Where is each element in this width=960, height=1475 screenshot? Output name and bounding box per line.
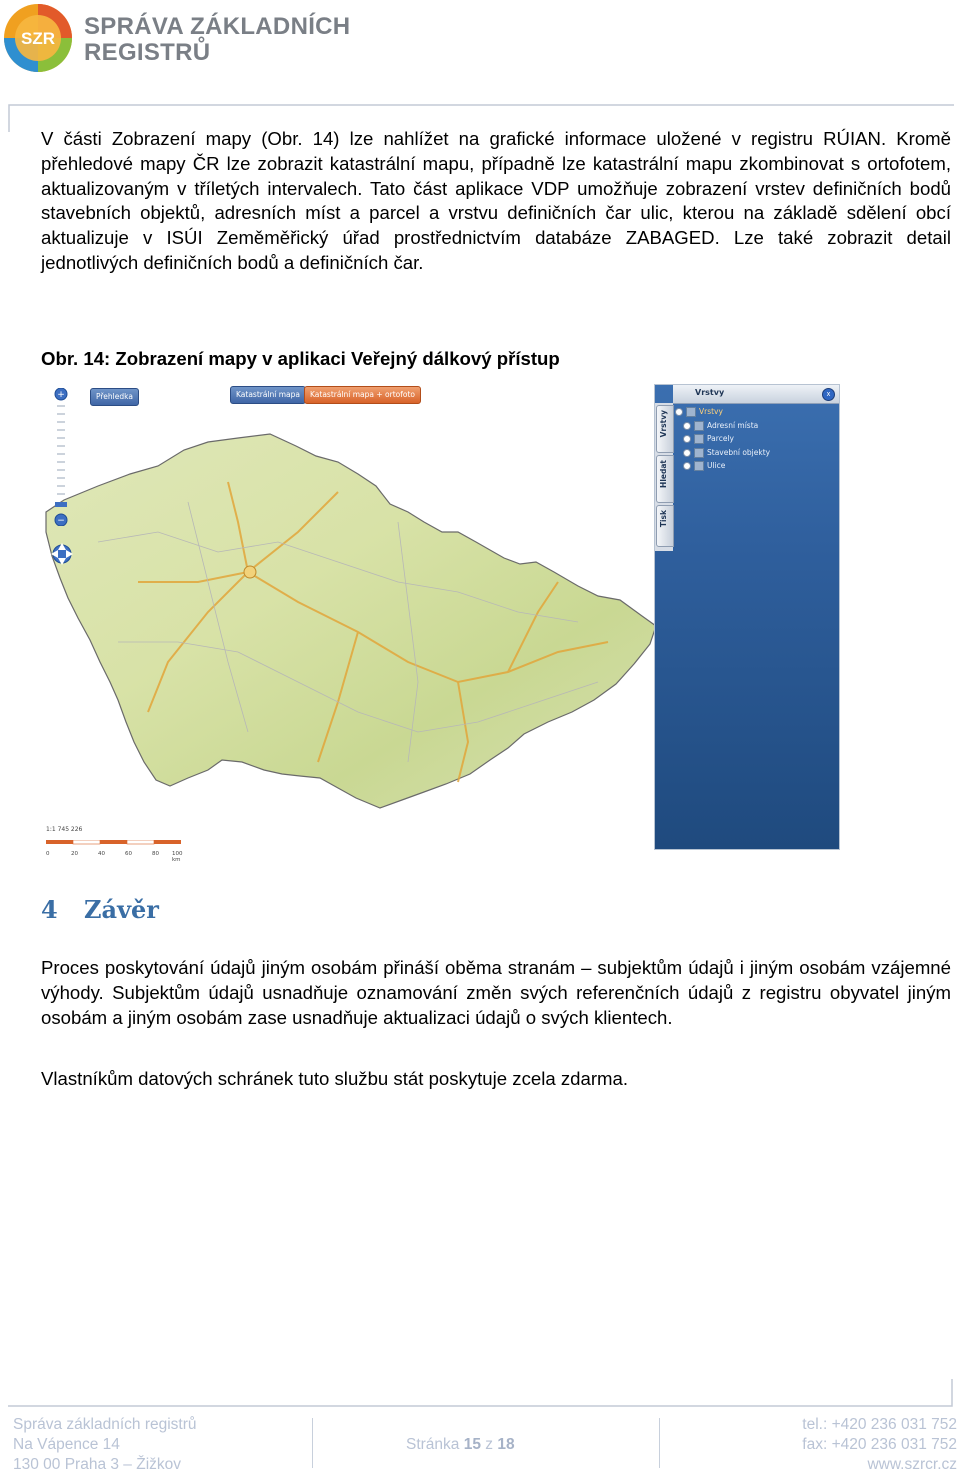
svg-text:+: +	[57, 390, 65, 400]
tab-vrstvy-label: Vrstvy	[659, 410, 668, 438]
layer-item[interactable]	[675, 459, 835, 473]
scale-bar-graphic	[46, 840, 186, 846]
logo-mark-text: SZR	[21, 29, 55, 48]
org-name	[84, 14, 350, 66]
footer-address	[13, 1415, 197, 1475]
tab-tisk-label: Tisk	[659, 510, 668, 528]
scale-tick: 80	[152, 851, 159, 857]
checkbox-icon[interactable]	[683, 435, 691, 443]
layer-item[interactable]	[675, 419, 835, 433]
footer-contact	[802, 1415, 957, 1475]
page-total: 18	[497, 1436, 515, 1453]
intro-paragraph: V části Zobrazení mapy (Obr. 14) lze nahlížet na grafické informace uložené v registru RÚIAN. Kromě přehledové mapy ČR lze zobrazit katastrální mapu, případně lze katastrální mapu zkombinovat s ortofotem, aktualizovaným v tříletých intervalech. Tato část aplikace VDP umožňuje zobrazení vrstev definičních bodů stavebních objektů, adresních míst a parcel a vrstvu definičních čar ulic, kterou na základě sdělení obcí aktualizuje v ISÚI Zeměměřický úřad prostřednictvím databáze ZABAGED. Lze také zobrazit detail jednotlivých definičních bodů a definičních čar.	[41, 128, 951, 273]
panel-title: Vrstvy	[695, 388, 725, 397]
overview-button[interactable]: Přehledka	[90, 388, 139, 406]
checkbox-icon[interactable]	[675, 408, 683, 416]
page-current: 15	[463, 1436, 481, 1453]
org-name-line2: REGISTRŮ	[84, 39, 211, 66]
footer-city: 130 00 Praha 3 – Žižkov	[13, 1456, 182, 1473]
conclusion-paragraph-1: Proces poskytování údajů jiným osobám přináší oběma stranám – subjektům údajů i jiným osobám vzájemné výhody. Subjektům údajů usnadňuje oznamování změn svých referenčních údajů z registru obyvatel jiným osobám a jiným osobám zase usnadňuje aktualizaci údajů o svých klientech.	[41, 957, 951, 1028]
page-number	[406, 1435, 515, 1455]
footer-fax: fax: +420 236 031 752	[802, 1436, 957, 1453]
layer-label: Parcely	[707, 434, 734, 443]
map-figure	[38, 382, 838, 863]
footer-divider	[659, 1418, 660, 1468]
praha-marker	[244, 566, 256, 578]
layer-label: Adresní místa	[707, 420, 759, 430]
tab-hledat[interactable]	[656, 455, 674, 503]
layers-panel	[654, 384, 840, 850]
panel-side-tabs	[655, 403, 673, 551]
tab-vrstvy[interactable]	[656, 405, 674, 453]
page-prefix: Stránka	[406, 1436, 460, 1453]
scale-ratio: 1:1 745 226	[46, 826, 83, 833]
section-title: Závěr	[84, 895, 159, 924]
czech-republic-shape	[46, 434, 656, 808]
scale-bar	[46, 826, 186, 863]
tab-hledat-label: Hledat	[659, 460, 668, 488]
svg-text:−: −	[57, 516, 65, 526]
panel-header	[673, 385, 839, 404]
scale-tick: 40	[98, 851, 105, 857]
section-number: 4	[41, 895, 58, 924]
layer-icon	[694, 448, 704, 458]
cadastral-map-button[interactable]: Katastrální mapa	[230, 386, 306, 404]
tab-tisk[interactable]	[656, 505, 674, 547]
layer-icon	[694, 461, 704, 471]
checkbox-icon[interactable]	[683, 449, 691, 457]
layer-item[interactable]	[675, 446, 835, 460]
scale-ticks	[46, 851, 186, 863]
layer-icon	[686, 407, 696, 417]
layer-label: Stavební objekty	[707, 447, 771, 457]
layer-list	[675, 405, 835, 473]
org-name-line1: SPRÁVA ZÁKLADNÍCH	[84, 13, 351, 40]
cadastral-ortho-button[interactable]: Katastrální mapa + ortofoto	[304, 386, 421, 404]
layer-item[interactable]	[675, 405, 835, 419]
zoom-slider[interactable]	[54, 388, 68, 526]
checkbox-icon[interactable]	[683, 422, 691, 430]
scale-tick: 20	[71, 851, 78, 857]
footer-street: Na Vápence 14	[13, 1436, 120, 1453]
figure-caption: Obr. 14: Zobrazení mapy v aplikaci Veřejný dálkový přístup	[41, 348, 560, 369]
layer-item[interactable]	[675, 432, 835, 446]
close-icon[interactable]: x	[822, 388, 835, 401]
footer-divider	[312, 1418, 313, 1468]
footer-corner-line	[8, 1378, 954, 1408]
layer-icon	[694, 421, 704, 431]
page-sep: z	[485, 1436, 494, 1453]
layer-label: Vrstvy	[699, 407, 723, 416]
szr-logo-icon	[2, 2, 74, 74]
scale-tick: 60	[125, 851, 132, 857]
conclusion-paragraph-2: Vlastníkům datových schránek tuto službu stát poskytuje zcela zdarma.	[41, 1068, 629, 1089]
layer-icon	[694, 434, 704, 444]
scale-tick: 100 km	[172, 851, 183, 863]
logo	[2, 2, 362, 76]
footer-org: Správa základních registrů	[13, 1416, 197, 1433]
footer-web[interactable]: www.szrcr.cz	[867, 1456, 957, 1473]
footer-phone: tel.: +420 236 031 752	[802, 1416, 957, 1433]
checkbox-icon[interactable]	[683, 462, 691, 470]
scale-tick: 0	[46, 851, 50, 857]
layer-label: Ulice	[707, 461, 726, 470]
